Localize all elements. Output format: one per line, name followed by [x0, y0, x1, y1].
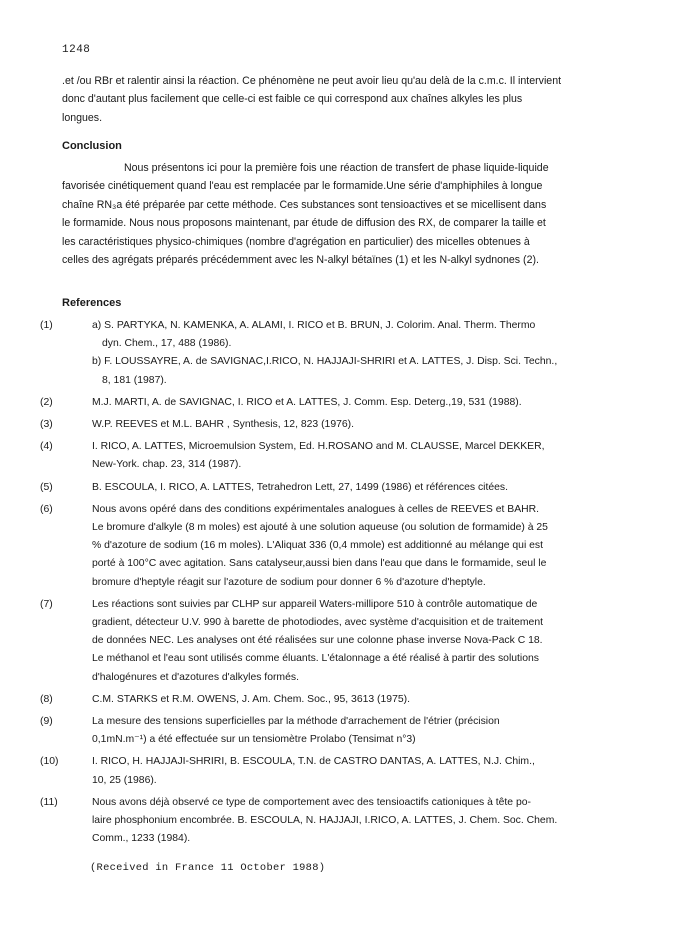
reference-line: Le bromure d'alkyle (8 m moles) est ajouté à une solution aqueuse (ou solution de formamide) à 25 [92, 522, 548, 534]
reference-item [40, 794, 646, 849]
reference-list [40, 317, 646, 852]
reference-number: (10) [40, 756, 59, 768]
reference-line: porté à 100°C avec agitation. Sans catalyseur,aussi bien dans l'eau que dans le formamide, seul le [92, 558, 547, 570]
reference-line: bromure d'heptyle réagit sur l'azoture de sodium pour donner 6 % d'azoture d'heptyle. [92, 576, 486, 588]
received-date: (Received in France 11 October 1988) [90, 862, 326, 874]
reference-item [40, 416, 646, 434]
reference-number: (7) [40, 598, 53, 610]
intro-paragraph [62, 72, 646, 127]
reference-number: (2) [40, 396, 53, 408]
reference-line: New-York. chap. 23, 314 (1987). [92, 459, 242, 471]
reference-line: W.P. REEVES et M.L. BAHR , Synthesis, 12, 823 (1976). [92, 419, 355, 431]
reference-line: C.M. STARKS et R.M. OWENS, J. Am. Chem. Soc., 95, 3613 (1975). [92, 693, 410, 705]
reference-item [40, 713, 646, 749]
reference-line: La mesure des tensions superficielles par la méthode d'arrachement de l'étrier (précision [92, 716, 500, 728]
reference-item [40, 394, 646, 412]
conclusion-line: celles des agrégats préparés précédemment avec les N-alkyl bétaïnes (1) et les N-alkyl sydnones (2). [62, 254, 539, 267]
reference-item [40, 753, 646, 789]
reference-item [40, 596, 646, 687]
reference-line: de données NEC. Les analyses ont été réalisées sur une colonne phase inverse Nova-Pack C 18. [92, 635, 543, 647]
reference-line: Nous avons déjà observé ce type de comportement avec des tensioactifs cationiques à tête po- [92, 796, 531, 808]
conclusion-line: favorisée cinétiquement quand l'eau est remplacée par le formamide.Une série d'amphiphiles à longue [62, 180, 543, 193]
intro-line: longues. [62, 111, 103, 124]
conclusion-heading: Conclusion [62, 140, 122, 152]
reference-item [40, 691, 646, 709]
reference-number: (9) [40, 716, 53, 728]
intro-line: .et /ou RBr et ralentir ainsi la réaction. Ce phénomène ne peut avoir lieu qu'au delà de la c.m.c. Il intervient [62, 75, 562, 87]
reference-line: 8, 181 (1987). [102, 374, 167, 386]
conclusion-line: les caractéristiques physico-chimiques (nombre d'agrégation en particulier) des micelles obtenues à [62, 235, 530, 248]
conclusion-paragraph [62, 159, 646, 269]
reference-number: (3) [40, 419, 53, 431]
reference-line: % d'azoture de sodium (16 m moles). L'Aliquat 336 (0,4 mmole) est additionné au mélange qui est [92, 540, 544, 552]
reference-line: B. ESCOULA, I. RICO, A. LATTES, Tetrahedron Lett, 27, 1499 (1986) et références citées. [92, 481, 509, 493]
intro-line: donc d'autant plus facilement que celle-ci est faible ce qui correspond aux chaînes alkyles les plus [62, 93, 523, 106]
reference-line: Les réactions sont suivies par CLHP sur appareil Waters-millipore 510 à contrôle automatique de [92, 598, 538, 610]
reference-line: Le méthanol et l'eau sont utilisés comme éluants. L'étalonnage a été réalisé à partir des solutions [92, 653, 539, 665]
reference-number: (4) [40, 441, 53, 453]
reference-number: (8) [40, 693, 53, 705]
conclusion-line: le formamide. Nous nous proposons maintenant, par étude de diffusion des RX, de comparer la taille et [62, 217, 546, 230]
reference-line: d'halogénures et d'azotures d'alkyles formés. [92, 671, 299, 683]
reference-number: (1) [40, 320, 53, 331]
reference-number: (6) [40, 503, 53, 515]
reference-line: b) F. LOUSSAYRE, A. de SAVIGNAC,I.RICO, N. HAJJAJI-SHRIRI et A. LATTES, J. Disp. Sci. Techn., [92, 356, 558, 368]
reference-line: 10, 25 (1986). [92, 774, 157, 786]
reference-line: a) S. PARTYKA, N. KAMENKA, A. ALAMI, I. RICO et B. BRUN, J. Colorim. Anal. Therm. Thermo [92, 320, 536, 331]
reference-line: gradient, détecteur U.V. 990 à barette de photodiodes, avec système d'acquisition et de traitement [92, 617, 543, 629]
reference-item [40, 501, 646, 592]
page-number: 1248 [62, 44, 91, 56]
reference-number: (5) [40, 481, 53, 493]
reference-item [40, 438, 646, 474]
reference-line: Comm., 1233 (1984). [92, 833, 191, 845]
reference-line: Nous avons opéré dans des conditions expérimentales analogues à celles de REEVES et BAHR. [92, 503, 540, 515]
conclusion-line: Nous présentons ici pour la première fois une réaction de transfert de phase liquide-liquide [124, 162, 549, 174]
reference-item [40, 479, 646, 497]
conclusion-line: chaîne RN₃a été préparée par cette méthode. Ces substances sont tensioactives et se micellisent dans [62, 198, 547, 211]
reference-line: M.J. MARTI, A. de SAVIGNAC, I. RICO et A. LATTES, J. Comm. Esp. Deterg.,19, 531 (1988). [92, 396, 522, 408]
reference-line: laire phosphonium encombrée. B. ESCOULA, N. HAJJAJI, I.RICO, A. LATTES, J. Chem. Soc. Chem. [92, 815, 558, 827]
reference-line: I. RICO, H. HAJJAJI-SHRIRI, B. ESCOULA, T.N. de CASTRO DANTAS, A. LATTES, N.J. Chim., [92, 756, 535, 768]
references-heading: References [62, 297, 122, 309]
reference-number: (11) [40, 796, 58, 808]
reference-line: 0,1mN.m⁻¹) a été effectuée sur un tensiomètre Prolabo (Tensimat n°3) [92, 734, 416, 746]
reference-line: dyn. Chem., 17, 488 (1986). [102, 338, 232, 350]
reference-line: I. RICO, A. LATTES, Microemulsion System, Ed. H.ROSANO and M. CLAUSSE, Marcel DEKKER, [92, 441, 545, 453]
reference-item [40, 317, 646, 390]
